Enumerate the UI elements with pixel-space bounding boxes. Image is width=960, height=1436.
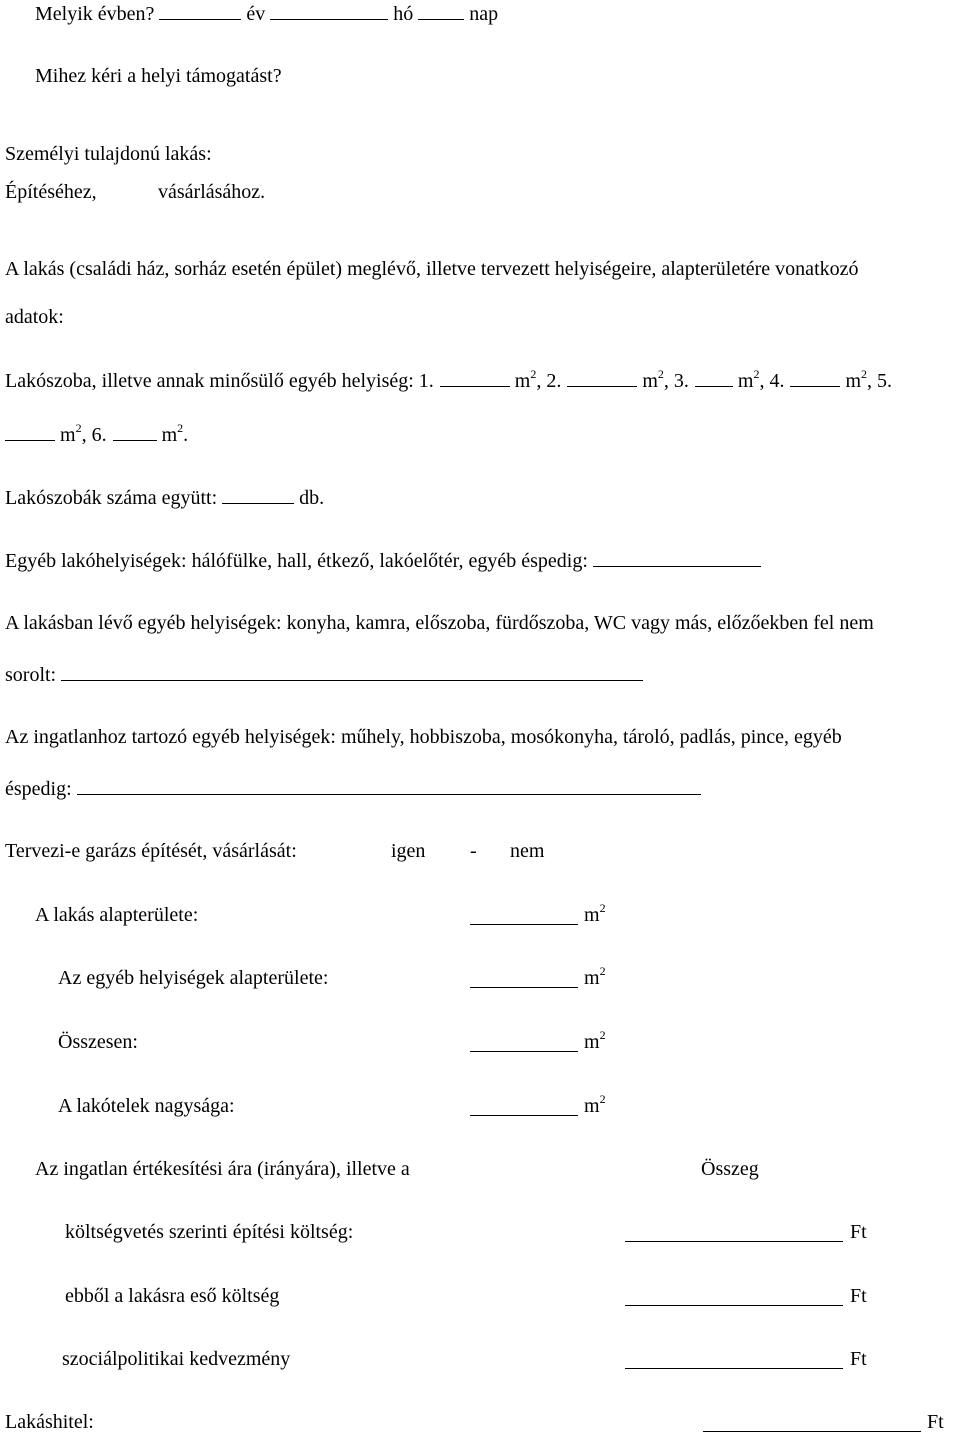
room-count-label: Lakószobák száma együtt: (5, 487, 218, 509)
year-question: Melyik évben? (35, 3, 155, 25)
room-6-area-field[interactable] (113, 422, 157, 441)
year-field[interactable] (159, 1, 241, 20)
year-ho-label: hó (393, 3, 414, 25)
month-field[interactable] (270, 1, 388, 20)
garage-label: Tervezi-e garázs építését, vásárlását: (5, 840, 297, 862)
purpose-question: Mihez kéri a helyi támogatást? (35, 65, 282, 87)
room-6-label: , 6. (81, 424, 107, 446)
flat-share-label: ebből a lakásra eső költség (65, 1285, 280, 1307)
room-5-label: , 5. (867, 370, 893, 392)
property-rooms-line2 (5, 776, 701, 801)
room-1-label: 1. (418, 370, 434, 392)
year-line (35, 1, 498, 26)
room-count-field[interactable] (222, 485, 294, 504)
other-rooms-line2 (5, 662, 643, 687)
room-1-area-field[interactable] (440, 368, 510, 387)
other-area-unit: $m^2$ (584, 964, 606, 989)
room-3-label: , 3. (663, 370, 689, 392)
garage-dash: - (470, 840, 477, 862)
room-3-area-field[interactable] (695, 368, 733, 387)
other-area-field[interactable] (470, 987, 578, 988)
room-3-exp: 2 (753, 367, 760, 381)
year-ev-label: év (246, 3, 266, 25)
other-living-label: Egyéb lakóhelyiségek: hálófülke, hall, étkező, lakóelőtér, egyéb éspedig: (5, 550, 588, 572)
room-4-unit: m (845, 370, 862, 392)
room-5-area-field[interactable] (5, 422, 55, 441)
social-label: szociálpolitikai kedvezmény (62, 1348, 291, 1370)
personal-title: Személyi tulajdonú lakás: (5, 143, 212, 165)
living-rooms-line-2 (5, 422, 188, 447)
other-living-field[interactable] (593, 548, 761, 567)
rooms-intro-line1: A lakás (családi ház, sorház esetén épület) meglévő, illetve tervezett helyiségeire, alapterületére vonatkozó (5, 258, 859, 280)
other-rooms-line1: A lakásban lévő egyéb helyiségek: konyha, kamra, előszoba, fürdőszoba, WC vagy más, előzőekben fel nem (5, 612, 874, 634)
room-2-label: , 2. (536, 370, 562, 392)
room-6-unit: m (161, 424, 178, 446)
budget-cost-currency: Ft (850, 1221, 867, 1243)
budget-cost-field[interactable] (625, 1241, 843, 1242)
room-4-label: , 4. (759, 370, 785, 392)
room-5-unit: m (60, 424, 76, 446)
room-1-exp: 2 (530, 367, 537, 381)
room-count-line (5, 485, 324, 510)
room-2-unit: m (642, 370, 658, 392)
social-currency: Ft (850, 1348, 867, 1370)
total-area-field[interactable] (470, 1051, 578, 1052)
property-rooms-field[interactable] (77, 776, 701, 795)
budget-cost-label: költségvetés szerinti építési költség: (65, 1221, 354, 1243)
total-area-label: Összesen: (58, 1031, 138, 1053)
room-3-unit: m (737, 370, 754, 392)
loan-currency: Ft (927, 1411, 944, 1433)
plot-area-field[interactable] (470, 1115, 578, 1116)
property-rooms-label: éspedig: (5, 778, 72, 800)
room-1-unit: m (514, 370, 531, 392)
loan-label: Lakáshitel: (5, 1411, 94, 1433)
living-label: Lakószoba, illetve annak minősülő egyéb helyiség: (5, 370, 414, 392)
flat-area-label: A lakás alapterülete: (35, 904, 199, 926)
loan-field[interactable] (703, 1431, 921, 1432)
plot-area-unit: $m^2$ (584, 1092, 606, 1117)
flat-area-unit: $m^2$ (584, 901, 606, 926)
room-4-exp: 2 (861, 367, 868, 381)
room-4-area-field[interactable] (790, 368, 840, 387)
property-rooms-line1: Az ingatlanhoz tartozó egyéb helyiségek: műhely, hobbiszoba, mosókonyha, tároló, padlás, pince, egyéb (5, 726, 842, 748)
other-rooms-field[interactable] (61, 662, 643, 681)
flat-area-field[interactable] (470, 924, 578, 925)
option-build[interactable]: Építéséhez, (5, 181, 97, 203)
room-count-unit: db. (299, 487, 325, 509)
room-5-exp: 2 (75, 421, 82, 435)
flat-share-field[interactable] (625, 1305, 843, 1306)
other-area-label: Az egyéb helyiségek alapterülete: (58, 967, 329, 989)
cost-label: Az ingatlan értékesítési ára (irányára), illetve a (35, 1158, 410, 1180)
living-end-period: . (183, 424, 189, 446)
year-nap-label: nap (469, 3, 499, 25)
living-rooms-line (5, 368, 892, 393)
social-field[interactable] (625, 1368, 843, 1369)
flat-share-currency: Ft (850, 1285, 867, 1307)
room-2-exp: 2 (657, 367, 664, 381)
room-2-area-field[interactable] (567, 368, 637, 387)
option-buy[interactable]: vásárlásához. (158, 181, 266, 203)
garage-yes[interactable]: igen (391, 840, 426, 862)
day-field[interactable] (418, 1, 464, 20)
room-6-exp: 2 (177, 421, 184, 435)
cost-amount-header: Összeg (701, 1158, 759, 1180)
garage-no[interactable]: nem (510, 840, 545, 862)
total-area-unit: $m^2$ (584, 1028, 606, 1053)
plot-area-label: A lakótelek nagysága: (58, 1095, 235, 1117)
other-living-line (5, 548, 761, 573)
rooms-intro-line2: adatok: (5, 306, 64, 328)
other-rooms-label: sorolt: (5, 664, 57, 686)
